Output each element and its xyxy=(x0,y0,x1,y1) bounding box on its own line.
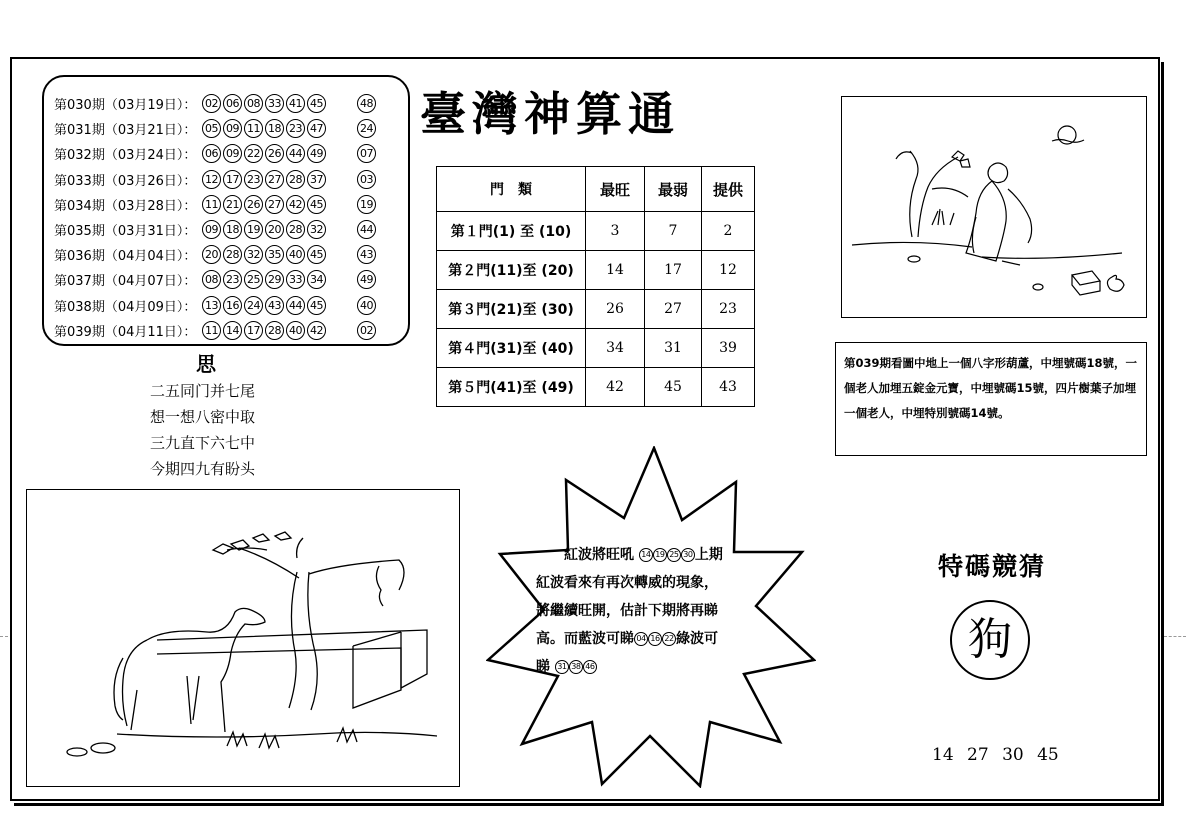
number-balls xyxy=(202,245,350,264)
special-ball-wrap xyxy=(350,195,378,214)
ball-group xyxy=(639,547,695,563)
number-ball: 09 xyxy=(223,119,242,138)
number-balls xyxy=(202,119,350,138)
wave-number-ball: 30 xyxy=(681,548,695,562)
category-table xyxy=(436,166,755,407)
special-number-ball: 43 xyxy=(357,245,376,264)
table-cell: 第３門(21)至 (30) xyxy=(437,290,586,329)
number-ball: 33 xyxy=(265,94,284,113)
number-ball: 06 xyxy=(202,144,221,163)
wave-number-ball: 14 xyxy=(639,548,653,562)
poem xyxy=(150,378,255,482)
star-line xyxy=(536,625,776,653)
history-row xyxy=(54,91,398,116)
number-ball: 28 xyxy=(286,170,305,189)
number-ball: 44 xyxy=(286,144,305,163)
table-cell: 3 xyxy=(586,212,645,251)
number-ball: 18 xyxy=(265,119,284,138)
special-ball-wrap xyxy=(350,170,378,189)
number-balls xyxy=(202,296,350,315)
poem-line: 想一想八密中取 xyxy=(150,408,256,426)
number-ball: 09 xyxy=(223,144,242,163)
history-row xyxy=(54,141,398,166)
period-label: 第038期（04月09日）： xyxy=(54,299,197,315)
table-row xyxy=(437,212,755,251)
number-ball: 19 xyxy=(244,220,263,239)
special-numbers: 14 27 30 45 xyxy=(932,745,1059,765)
number-ball: 32 xyxy=(307,220,326,239)
number-ball: 08 xyxy=(202,270,221,289)
number-ball: 43 xyxy=(265,296,284,315)
history-panel xyxy=(42,75,410,346)
poem-title: 思 xyxy=(196,352,216,376)
number-ball: 23 xyxy=(244,170,263,189)
poem-line: 二五同门并七尾 xyxy=(150,382,256,400)
star-line: 紅波看來有再次轉威的現象， xyxy=(536,575,718,591)
zodiac-circle: 狗 xyxy=(950,600,1030,680)
number-ball: 18 xyxy=(223,220,242,239)
period-label: 第034期（03月28日）： xyxy=(54,198,197,214)
number-ball: 45 xyxy=(307,94,326,113)
number-ball: 23 xyxy=(286,119,305,138)
starburst-text xyxy=(536,541,776,681)
special-ball-wrap xyxy=(350,119,378,138)
special-number-ball: 49 xyxy=(357,270,376,289)
horse-illustration xyxy=(26,489,460,787)
col-header: 最旺 xyxy=(586,167,645,212)
number-ball: 17 xyxy=(223,170,242,189)
table-cell: 45 xyxy=(645,368,702,407)
number-ball: 33 xyxy=(286,270,305,289)
number-ball: 26 xyxy=(244,195,263,214)
star-line xyxy=(536,653,776,681)
fold-mark-right xyxy=(1164,636,1186,637)
number-ball: 41 xyxy=(286,94,305,113)
table-cell: 12 xyxy=(702,251,755,290)
special-ball-wrap xyxy=(350,245,378,264)
special-number-ball: 44 xyxy=(357,220,376,239)
star-text: 高。而藍波可睇 xyxy=(536,631,634,647)
table-cell: 第５門(41)至 (49) xyxy=(437,368,586,407)
table-cell: 第４門(31)至 (40) xyxy=(437,329,586,368)
period-label: 第035期（03月31日）： xyxy=(54,224,197,240)
number-ball: 08 xyxy=(244,94,263,113)
number-ball: 12 xyxy=(202,170,221,189)
history-row xyxy=(54,192,398,217)
number-ball: 47 xyxy=(307,119,326,138)
table-row xyxy=(437,368,755,407)
fold-mark-left xyxy=(0,636,8,637)
number-ball: 11 xyxy=(244,119,263,138)
number-ball: 37 xyxy=(307,170,326,189)
number-ball: 09 xyxy=(202,220,221,239)
history-row xyxy=(54,293,398,318)
period-label: 第032期（03月24日）： xyxy=(54,148,197,164)
number-balls xyxy=(202,220,350,239)
ball-group xyxy=(555,659,597,675)
star-line: 將繼續旺開，估計下期將再睇 xyxy=(536,603,718,619)
number-ball: 45 xyxy=(307,245,326,264)
period-label: 第030期（03月19日）： xyxy=(54,98,197,114)
star-line xyxy=(536,541,776,569)
number-ball: 34 xyxy=(307,270,326,289)
page-title: 臺灣神算通 xyxy=(420,87,680,141)
col-header: 最弱 xyxy=(645,167,702,212)
table-cell: 14 xyxy=(586,251,645,290)
period-label: 第031期（03月21日）： xyxy=(54,123,197,139)
number-balls xyxy=(202,170,350,189)
table-row xyxy=(437,290,755,329)
horse-drawing xyxy=(27,490,459,786)
special-ball-wrap xyxy=(350,270,378,289)
table-cell: 31 xyxy=(645,329,702,368)
star-text: 睇 xyxy=(536,659,550,675)
number-ball: 40 xyxy=(286,245,305,264)
special-number-ball: 24 xyxy=(357,119,376,138)
special-guess-title: 特碼競猜 xyxy=(938,552,1047,581)
number-ball: 26 xyxy=(265,144,284,163)
number-ball: 20 xyxy=(265,220,284,239)
table-cell: 第２門(11)至 (20) xyxy=(437,251,586,290)
number-balls xyxy=(202,321,350,340)
history-row xyxy=(54,116,398,141)
wave-number-ball: 22 xyxy=(662,632,676,646)
number-ball: 44 xyxy=(286,296,305,315)
number-balls xyxy=(202,270,350,289)
special-number-ball: 48 xyxy=(357,94,376,113)
number-ball: 29 xyxy=(265,270,284,289)
number-ball: 14 xyxy=(223,321,242,340)
table-cell: 26 xyxy=(586,290,645,329)
star-text: 上期 xyxy=(694,547,723,563)
sage-drawing xyxy=(842,97,1146,317)
table-cell: 27 xyxy=(645,290,702,329)
special-ball-wrap xyxy=(350,220,378,239)
number-ball: 11 xyxy=(202,195,221,214)
poem-line: 三九直下六七中 xyxy=(150,434,256,452)
special-number-ball: 40 xyxy=(357,296,376,315)
number-ball: 35 xyxy=(265,245,284,264)
number-ball: 20 xyxy=(202,245,221,264)
wave-number-ball: 19 xyxy=(653,548,667,562)
wave-number-ball: 38 xyxy=(569,660,583,674)
history-row xyxy=(54,242,398,267)
period-label: 第037期（04月07日）： xyxy=(54,274,197,290)
number-ball: 13 xyxy=(202,296,221,315)
table-cell: 43 xyxy=(702,368,755,407)
history-row xyxy=(54,267,398,292)
number-balls xyxy=(202,144,350,163)
special-ball-wrap xyxy=(350,296,378,315)
table-cell: 39 xyxy=(702,329,755,368)
number-ball: 28 xyxy=(286,220,305,239)
number-ball: 23 xyxy=(223,270,242,289)
number-balls xyxy=(202,94,350,113)
number-ball: 45 xyxy=(307,195,326,214)
ball-group xyxy=(634,631,676,647)
wave-number-ball: 16 xyxy=(648,632,662,646)
sage-illustration xyxy=(841,96,1147,318)
star-text: 紅波將旺吼 xyxy=(564,547,634,563)
number-ball: 49 xyxy=(307,144,326,163)
table-cell: 42 xyxy=(586,368,645,407)
number-ball: 42 xyxy=(286,195,305,214)
table-header-row xyxy=(437,167,755,212)
history-row xyxy=(54,167,398,192)
number-ball: 17 xyxy=(244,321,263,340)
number-ball: 28 xyxy=(223,245,242,264)
number-ball: 06 xyxy=(223,94,242,113)
special-number-ball: 07 xyxy=(357,144,376,163)
table-row xyxy=(437,329,755,368)
number-ball: 22 xyxy=(244,144,263,163)
number-ball: 24 xyxy=(244,296,263,315)
number-ball: 02 xyxy=(202,94,221,113)
star-text: 綠波可 xyxy=(676,631,718,647)
number-ball: 25 xyxy=(244,270,263,289)
number-ball: 05 xyxy=(202,119,221,138)
number-ball: 27 xyxy=(265,195,284,214)
table-cell: 第１門(1) 至 (10) xyxy=(437,212,586,251)
number-ball: 27 xyxy=(265,170,284,189)
table-row xyxy=(437,251,755,290)
wave-number-ball: 31 xyxy=(555,660,569,674)
period-label: 第033期（03月26日）： xyxy=(54,173,197,189)
poem-line: 今期四九有盼头 xyxy=(150,460,256,478)
table-cell: 2 xyxy=(702,212,755,251)
special-number-ball: 03 xyxy=(357,170,376,189)
table-cell: 17 xyxy=(645,251,702,290)
number-ball: 21 xyxy=(223,195,242,214)
number-ball: 28 xyxy=(265,321,284,340)
special-ball-wrap xyxy=(350,94,378,113)
wave-number-ball: 25 xyxy=(667,548,681,562)
history-row xyxy=(54,318,398,343)
number-ball: 11 xyxy=(202,321,221,340)
number-ball: 32 xyxy=(244,245,263,264)
col-header: 門 類 xyxy=(437,167,586,212)
history-list xyxy=(54,91,398,343)
col-header: 提供 xyxy=(702,167,755,212)
period-label: 第036期（04月04日）： xyxy=(54,249,197,265)
number-ball: 40 xyxy=(286,321,305,340)
special-ball-wrap xyxy=(350,321,378,340)
table-cell: 23 xyxy=(702,290,755,329)
wave-number-ball: 04 xyxy=(634,632,648,646)
clue-note: 第039期看圖中地上一個八字形葫蘆，中埋號碼18號，一個老人加埋五錠金元寶，中埋號碼15號，四片樹葉子加埋一個老人，中埋特別號碼14號。 xyxy=(835,342,1147,456)
table-cell: 34 xyxy=(586,329,645,368)
table-cell: 7 xyxy=(645,212,702,251)
history-row xyxy=(54,217,398,242)
wave-number-ball: 46 xyxy=(583,660,597,674)
number-ball: 16 xyxy=(223,296,242,315)
special-number-ball: 02 xyxy=(357,321,376,340)
number-ball: 42 xyxy=(307,321,326,340)
number-balls xyxy=(202,195,350,214)
special-number-ball: 19 xyxy=(357,195,376,214)
number-ball: 45 xyxy=(307,296,326,315)
period-label: 第039期（04月11日）： xyxy=(54,324,197,340)
special-ball-wrap xyxy=(350,144,378,163)
